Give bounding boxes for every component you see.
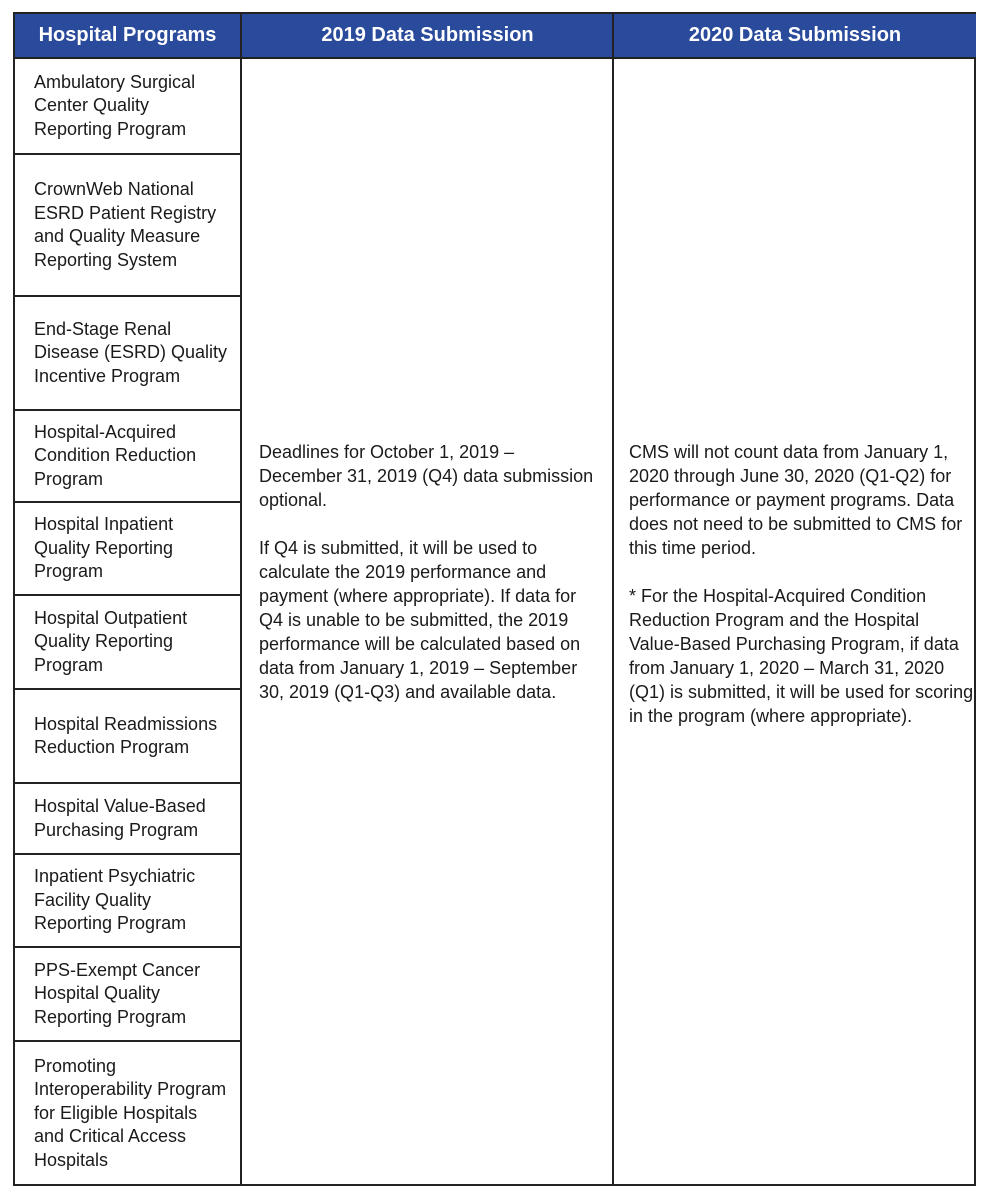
program-row: Hospital Readmissions Reduction Program	[15, 690, 240, 784]
column-divider-1	[240, 14, 242, 1184]
program-row: Ambulatory Surgical Center Quality Reporting Program	[15, 59, 240, 155]
program-row: Hospital Outpatient Quality Reporting Program	[15, 596, 240, 690]
program-row: CrownWeb National ESRD Patient Registry and Quality Measure Reporting System	[15, 155, 240, 297]
submission-2019-paragraph-1: Deadlines for October 1, 2019 – December 31, 2019 (Q4) data submission optional.	[259, 442, 594, 510]
program-row: End-Stage Renal Disease (ESRD) Quality Incentive Program	[15, 297, 240, 411]
submission-2020-paragraph-2: * For the Hospital-Acquired Condition Reduction Program and the Hospital Value-Based Purchasing Program, if data from January 1, 2020 – March 31, 2020 (Q1) is submitted, it will be used for scoring in the program (where appropriate).	[629, 586, 974, 726]
data-submission-table	[13, 12, 976, 1186]
program-row: Hospital Value-Based Purchasing Program	[15, 784, 240, 855]
submission-2020-text	[629, 440, 974, 752]
program-row: Hospital-Acquired Condition Reduction Program	[15, 411, 240, 503]
column-divider-2	[612, 14, 614, 1184]
programs-column	[15, 59, 240, 1185]
program-row: PPS-Exempt Cancer Hospital Quality Reporting Program	[15, 948, 240, 1042]
submission-2019-paragraph-2: If Q4 is submitted, it will be used to calculate the 2019 performance and payment (where appropriate). If data for Q4 is unable to be submitted, the 2019 performance will be calculated based on data from January 1, 2019 – September 30, 2019 (Q1-Q3) and available data.	[259, 538, 581, 702]
program-row: Hospital Inpatient Quality Reporting Program	[15, 503, 240, 596]
header-2020-data-submission: 2020 Data Submission	[614, 14, 976, 57]
submission-2019-text	[259, 440, 599, 728]
program-row: Promoting Interoperability Program for Eligible Hospitals and Critical Access Hospitals	[34, 1055, 227, 1170]
submission-2020-paragraph-1: CMS will not count data from January 1, 2020 through June 30, 2020 (Q1-Q2) for performance or payment programs. Data does not need to be submitted to CMS for this time period.	[629, 442, 963, 558]
header-2019-data-submission: 2019 Data Submission	[242, 14, 613, 57]
program-row: Inpatient Psychiatric Facility Quality Reporting Program	[15, 855, 240, 948]
header-hospital-programs: Hospital Programs	[15, 14, 240, 57]
